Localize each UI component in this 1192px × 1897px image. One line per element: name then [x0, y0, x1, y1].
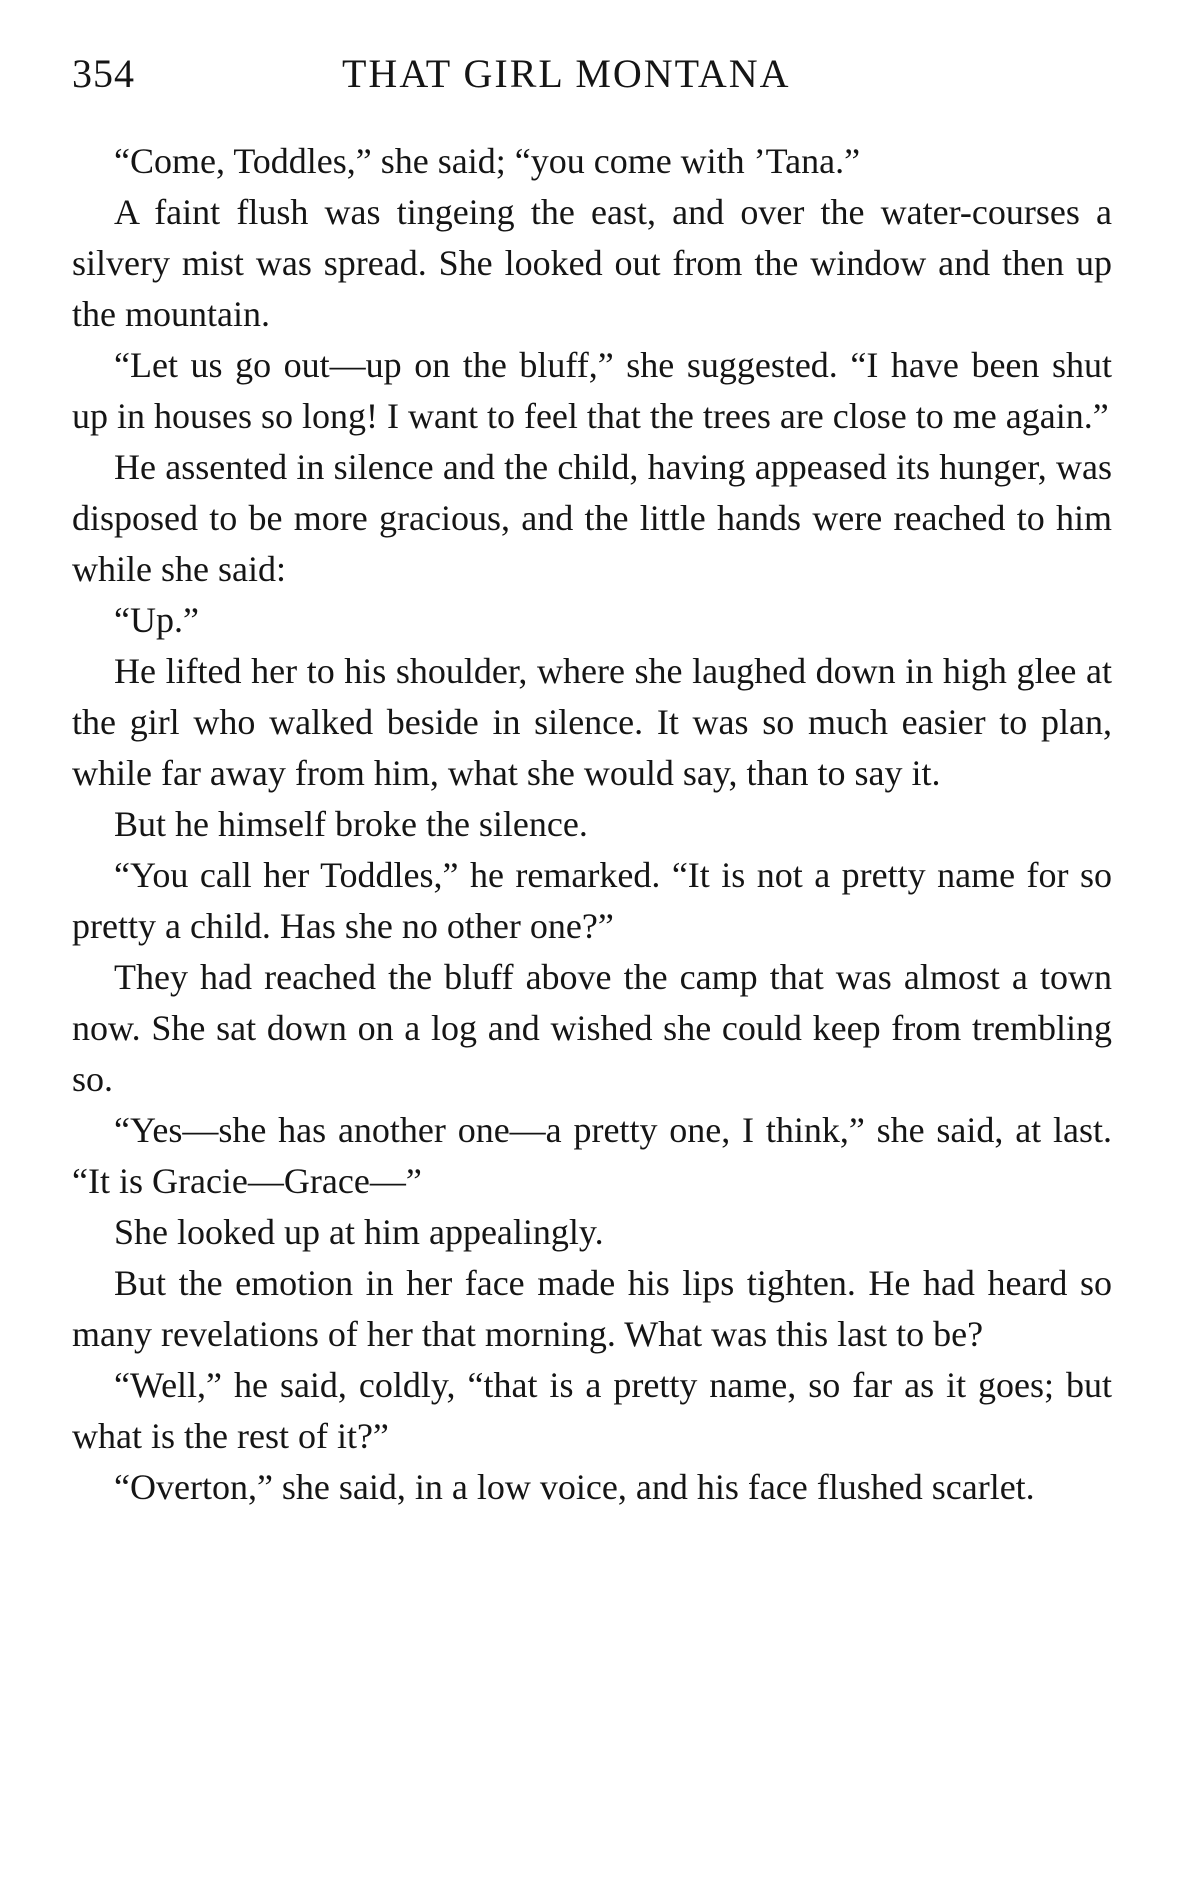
- running-header: [72, 44, 1112, 104]
- page-number: 354: [72, 51, 135, 96]
- paragraph: “Overton,” she said, in a low voice, and his face flushed scarlet.: [114, 1467, 1035, 1507]
- paragraph: He assented in silence and the child, having appeased its hunger, was disposed to be more gracious, and the little hands were reached to him while she said:: [72, 447, 1112, 589]
- running-title: THAT GIRL MONTANA: [342, 51, 791, 96]
- paragraph: “Yes—she has another one—a pretty one, I think,” she said, at last. “It is Gracie—Grace—”: [72, 1110, 1112, 1201]
- paragraph: “Up.”: [114, 600, 199, 640]
- paragraph: She looked up at him appealingly.: [114, 1212, 604, 1252]
- paragraph: But the emotion in her face made his lips tighten. He had heard so many revelations of her that morning. What was this last to be?: [72, 1263, 1112, 1354]
- paragraph: “Come, Toddles,” she said; “you come with ’Tana.”: [114, 141, 861, 181]
- paragraph: “You call her Toddles,” he remarked. “It is not a pretty name for so pretty a child. Has she no other one?”: [72, 855, 1112, 946]
- paragraph: A faint flush was tingeing the east, and over the water-courses a silvery mist was spread. She looked out from the window and then up the mountain.: [72, 192, 1112, 334]
- paragraph: But he himself broke the silence.: [114, 804, 588, 844]
- paragraph: “Let us go out—up on the bluff,” she suggested. “I have been shut up in houses so long! I want to feel that the trees are close to me again.”: [72, 345, 1112, 436]
- paragraph: “Well,” he said, coldly, “that is a pretty name, so far as it goes; but what is the rest of it?”: [72, 1365, 1112, 1456]
- paragraph: He lifted her to his shoulder, where she laughed down in high glee at the girl who walked beside in silence. It was so much easier to plan, while far away from him, what she would say, than to say it.: [72, 651, 1112, 793]
- paragraph: They had reached the bluff above the camp that was almost a town now. She sat down on a log and wished she could keep from trembling so.: [72, 957, 1112, 1099]
- body-text: [72, 136, 1112, 1513]
